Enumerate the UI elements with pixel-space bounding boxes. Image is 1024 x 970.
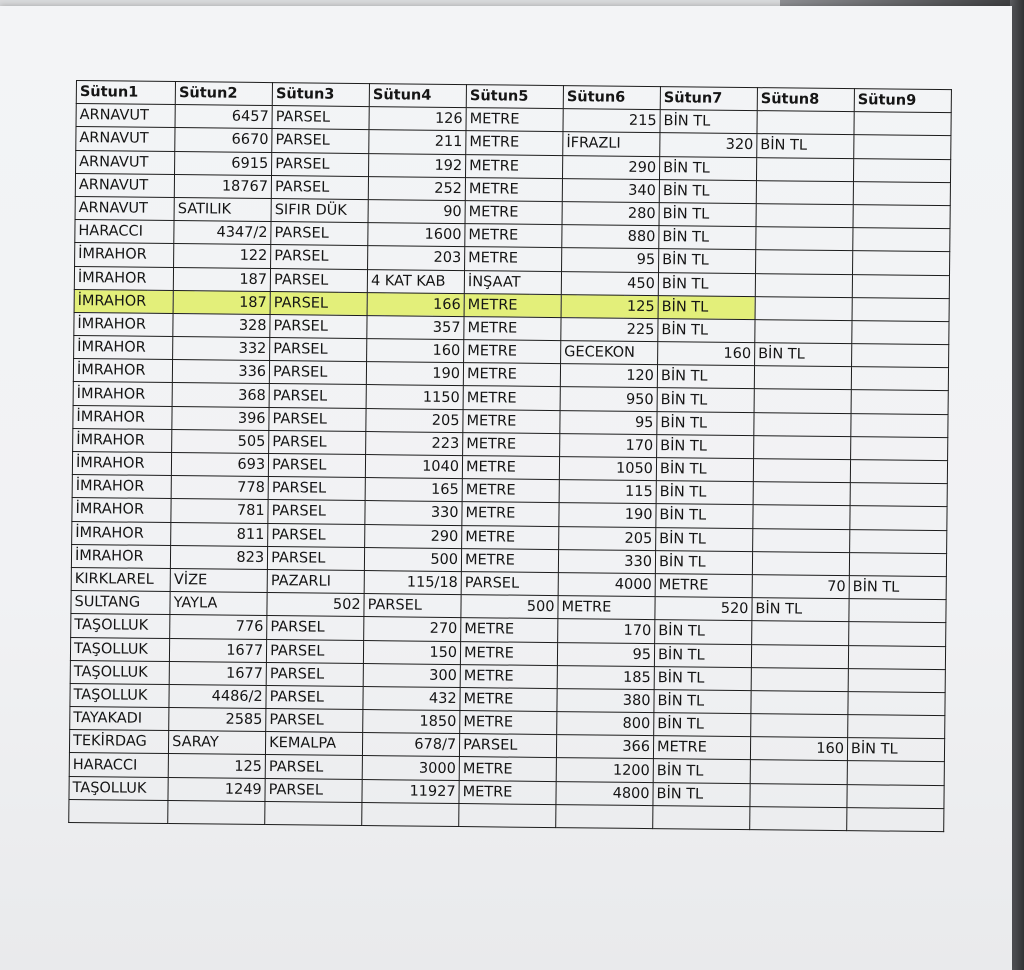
table-cell: İMRAHOR bbox=[74, 266, 173, 290]
table-cell: İMRAHOR bbox=[71, 544, 170, 568]
table-cell: 366 bbox=[556, 735, 653, 759]
column-header: Sütun2 bbox=[175, 82, 272, 106]
table-cell: İMRAHOR bbox=[74, 289, 173, 313]
column-header: Sütun5 bbox=[466, 85, 563, 109]
table-cell: BİN TL bbox=[654, 713, 751, 737]
table-cell: 252 bbox=[368, 176, 465, 200]
table-cell: İMRAHOR bbox=[72, 475, 171, 499]
table-cell: 368 bbox=[172, 383, 269, 407]
table-cell: 280 bbox=[562, 202, 659, 226]
table-cell bbox=[754, 435, 851, 459]
table-cell: PARSEL bbox=[271, 222, 368, 246]
table-cell: ARNAVUT bbox=[75, 196, 174, 220]
table-cell bbox=[849, 622, 946, 646]
table-cell: METRE bbox=[460, 664, 557, 688]
table-cell: 4486/2 bbox=[169, 684, 266, 708]
table-cell: SATILIK bbox=[174, 197, 271, 221]
table-cell: İMRAHOR bbox=[74, 336, 173, 360]
table-cell: 95 bbox=[560, 410, 657, 434]
table-cell: METRE bbox=[466, 108, 563, 132]
table-cell: BİN TL bbox=[657, 365, 754, 389]
table-cell: ARNAVUT bbox=[76, 104, 175, 128]
table-cell: YAYLA bbox=[170, 592, 267, 616]
table-cell: İMRAHOR bbox=[73, 359, 172, 383]
table-cell: BİN TL bbox=[660, 110, 757, 134]
table-cell: 357 bbox=[367, 315, 464, 339]
table-cell: 823 bbox=[171, 545, 268, 569]
table-cell bbox=[459, 803, 556, 827]
table-cell bbox=[851, 390, 948, 414]
table-cell: İMRAHOR bbox=[73, 428, 172, 452]
table-cell: 520 bbox=[655, 597, 752, 621]
table-cell bbox=[750, 806, 847, 830]
table-cell: 1050 bbox=[559, 457, 656, 481]
table-cell bbox=[852, 251, 949, 275]
table-cell: 160 bbox=[750, 737, 847, 761]
table-cell: METRE bbox=[463, 432, 560, 456]
table-cell: PARSEL bbox=[268, 500, 365, 524]
table-cell: 6457 bbox=[175, 105, 272, 129]
table-cell: PARSEL bbox=[271, 175, 368, 199]
table-cell bbox=[853, 205, 950, 229]
table-cell bbox=[851, 344, 948, 368]
table-cell: BİN TL bbox=[654, 666, 751, 690]
table-cell: 170 bbox=[558, 619, 655, 643]
table-cell: 120 bbox=[560, 364, 657, 388]
table-cell: 125 bbox=[168, 754, 265, 778]
table-cell: BİN TL bbox=[752, 598, 849, 622]
table-cell bbox=[848, 645, 945, 669]
table-cell: TAŞOLLUK bbox=[69, 776, 168, 800]
table-cell: 432 bbox=[363, 686, 460, 710]
table-cell: PARSEL bbox=[265, 778, 362, 802]
table-cell: 187 bbox=[173, 290, 270, 314]
table-cell: METRE bbox=[461, 548, 558, 572]
table-cell: İMRAHOR bbox=[75, 243, 174, 267]
table-cell bbox=[756, 157, 853, 181]
table-cell: METRE bbox=[465, 224, 562, 248]
table-cell: 678/7 bbox=[363, 733, 460, 757]
table-cell bbox=[69, 799, 168, 823]
table-cell bbox=[754, 412, 851, 436]
table-cell bbox=[755, 319, 852, 343]
table-cell: PARSEL bbox=[269, 384, 366, 408]
table-cell bbox=[753, 528, 850, 552]
table-cell: 1040 bbox=[365, 455, 462, 479]
table-cell: 187 bbox=[173, 267, 270, 291]
table-cell bbox=[752, 621, 849, 645]
table-cell: 336 bbox=[172, 360, 269, 384]
table-cell: BİN TL bbox=[755, 343, 852, 367]
table-cell: 290 bbox=[563, 155, 660, 179]
table-cell: METRE bbox=[459, 780, 556, 804]
table-cell bbox=[853, 181, 950, 205]
background-edge bbox=[1010, 0, 1024, 970]
table-cell: 150 bbox=[364, 640, 461, 664]
table-cell bbox=[853, 158, 950, 182]
table-cell: BİN TL bbox=[656, 504, 753, 528]
table-cell: 95 bbox=[557, 642, 654, 666]
table-cell: HARACCI bbox=[69, 753, 168, 777]
table-cell: 192 bbox=[369, 153, 466, 177]
table-cell bbox=[850, 460, 947, 484]
table-cell bbox=[756, 204, 853, 228]
table-cell: 205 bbox=[366, 408, 463, 432]
table-cell bbox=[851, 413, 948, 437]
table-cell: METRE bbox=[460, 687, 557, 711]
table-cell: 332 bbox=[173, 337, 270, 361]
table-cell bbox=[757, 111, 854, 135]
table-cell: PARSEL bbox=[266, 662, 363, 686]
table-cell: 160 bbox=[658, 342, 755, 366]
table-cell: BİN TL bbox=[757, 134, 854, 158]
column-header: Sütun6 bbox=[563, 86, 660, 110]
table-cell: PARSEL bbox=[272, 129, 369, 153]
table-cell: PARSEL bbox=[269, 361, 366, 385]
table-cell: BİN TL bbox=[654, 689, 751, 713]
table-cell: 223 bbox=[366, 431, 463, 455]
table-cell: PARSEL bbox=[266, 709, 363, 733]
table-cell bbox=[754, 366, 851, 390]
table-cell: METRE bbox=[464, 340, 561, 364]
table-cell: 1600 bbox=[368, 223, 465, 247]
table-cell: 320 bbox=[660, 133, 757, 157]
table-cell: 6915 bbox=[175, 151, 272, 175]
table-cell: 505 bbox=[172, 429, 269, 453]
table-cell bbox=[848, 691, 945, 715]
table-cell bbox=[847, 784, 944, 808]
table-cell: PARSEL bbox=[265, 755, 362, 779]
table-cell: İMRAHOR bbox=[72, 451, 171, 475]
table-cell: 781 bbox=[171, 499, 268, 523]
table-cell bbox=[753, 505, 850, 529]
table-cell bbox=[848, 668, 945, 692]
table-cell bbox=[755, 296, 852, 320]
column-header: Sütun9 bbox=[854, 89, 951, 113]
table-cell: PARSEL bbox=[269, 407, 366, 431]
table-cell: İMRAHOR bbox=[73, 405, 172, 429]
table-cell: 4 KAT KAB bbox=[367, 269, 464, 293]
table-cell: 215 bbox=[563, 109, 660, 133]
table-cell: 115 bbox=[559, 480, 656, 504]
table-cell: PARSEL bbox=[270, 268, 367, 292]
table-cell bbox=[850, 483, 947, 507]
table-cell bbox=[755, 273, 852, 297]
column-header: Sütun3 bbox=[272, 83, 369, 107]
table-cell: ARNAVUT bbox=[75, 173, 174, 197]
table-body bbox=[69, 104, 951, 832]
table-cell bbox=[851, 436, 948, 460]
table-cell: PARSEL bbox=[270, 338, 367, 362]
table-cell: METRE bbox=[460, 641, 557, 665]
table-cell: 693 bbox=[172, 453, 269, 477]
table-cell bbox=[756, 180, 853, 204]
table-cell: 4000 bbox=[558, 573, 655, 597]
table-cell: PARSEL bbox=[268, 546, 365, 570]
table-cell: GECEKON bbox=[561, 341, 658, 365]
table-cell: 203 bbox=[368, 246, 465, 270]
table-cell: BİN TL bbox=[657, 434, 754, 458]
table-cell: 1200 bbox=[556, 758, 653, 782]
table-cell: ARNAVUT bbox=[76, 150, 175, 174]
table-cell: 185 bbox=[557, 665, 654, 689]
table-cell bbox=[751, 667, 848, 691]
table-cell bbox=[852, 321, 949, 345]
table-cell: METRE bbox=[466, 154, 563, 178]
table-cell: 4800 bbox=[556, 781, 653, 805]
table-cell: 18767 bbox=[174, 174, 271, 198]
table-cell bbox=[850, 506, 947, 530]
table-cell: 328 bbox=[173, 313, 270, 337]
table-cell: BİN TL bbox=[654, 643, 751, 667]
table-cell bbox=[847, 807, 944, 831]
table-cell: 776 bbox=[170, 615, 267, 639]
column-header: Sütun7 bbox=[660, 87, 757, 111]
table-cell: 1850 bbox=[363, 710, 460, 734]
table-cell: 500 bbox=[364, 547, 461, 571]
table-cell: BİN TL bbox=[656, 481, 753, 505]
table-cell: PARSEL bbox=[267, 639, 364, 663]
table-cell: 122 bbox=[174, 244, 271, 268]
table-cell: 396 bbox=[172, 406, 269, 430]
table-cell: 502 bbox=[267, 593, 364, 617]
table-cell: BİN TL bbox=[659, 249, 756, 273]
table-cell: 126 bbox=[369, 107, 466, 131]
table-cell: SULTANG bbox=[71, 591, 170, 615]
table-cell bbox=[847, 761, 944, 785]
table-cell: 950 bbox=[560, 387, 657, 411]
table-cell: 205 bbox=[559, 526, 656, 550]
table-cell: SIFIR DÜK bbox=[271, 198, 368, 222]
table-cell: PARSEL bbox=[268, 454, 365, 478]
table-cell: PARSEL bbox=[461, 572, 558, 596]
table-cell: PARSEL bbox=[268, 477, 365, 501]
table-cell: SARAY bbox=[169, 731, 266, 755]
table-cell: TEKİRDAG bbox=[69, 730, 168, 754]
table-cell: METRE bbox=[462, 502, 559, 526]
table-cell: VİZE bbox=[170, 568, 267, 592]
table-cell: 211 bbox=[369, 130, 466, 154]
column-header: Sütun4 bbox=[369, 84, 466, 108]
table-cell: 880 bbox=[562, 225, 659, 249]
table-cell: PARSEL bbox=[272, 106, 369, 130]
table-cell: 90 bbox=[368, 200, 465, 224]
table-cell: 95 bbox=[562, 248, 659, 272]
table-cell: PARSEL bbox=[272, 152, 369, 176]
table-cell bbox=[849, 599, 946, 623]
table-cell bbox=[849, 552, 946, 576]
table-cell: 800 bbox=[557, 712, 654, 736]
table-cell: 4347/2 bbox=[174, 221, 271, 245]
table-cell bbox=[168, 800, 265, 824]
table-cell: 70 bbox=[752, 575, 849, 599]
table-cell: İNŞAAT bbox=[464, 270, 561, 294]
table-cell bbox=[848, 715, 945, 739]
table-cell bbox=[752, 551, 849, 575]
table-cell: 270 bbox=[364, 617, 461, 641]
table-cell: METRE bbox=[465, 247, 562, 271]
table-cell: 3000 bbox=[362, 756, 459, 780]
table-cell: METRE bbox=[464, 316, 561, 340]
table-cell: METRE bbox=[464, 293, 561, 317]
table-cell: BİN TL bbox=[655, 620, 752, 644]
table-cell: 225 bbox=[561, 317, 658, 341]
table-cell bbox=[755, 250, 852, 274]
table-cell: 1150 bbox=[366, 385, 463, 409]
table-cell: METRE bbox=[463, 386, 560, 410]
table-cell: BİN TL bbox=[656, 458, 753, 482]
table-cell: METRE bbox=[465, 201, 562, 225]
table-cell: KIRKLAREL bbox=[71, 567, 170, 591]
table-cell: BİN TL bbox=[847, 738, 944, 762]
table-cell: METRE bbox=[461, 618, 558, 642]
table-cell: İMRAHOR bbox=[72, 521, 171, 545]
table-cell: 160 bbox=[367, 339, 464, 363]
table-cell: 170 bbox=[560, 433, 657, 457]
table-cell bbox=[756, 227, 853, 251]
table-cell: 340 bbox=[562, 178, 659, 202]
table-cell: PARSEL bbox=[270, 314, 367, 338]
table-cell: 330 bbox=[365, 501, 462, 525]
table-cell bbox=[854, 112, 951, 136]
table-cell: İMRAHOR bbox=[72, 498, 171, 522]
table-cell bbox=[750, 760, 847, 784]
table-cell: BİN TL bbox=[656, 527, 753, 551]
table-cell: 300 bbox=[363, 663, 460, 687]
table-cell: 190 bbox=[559, 503, 656, 527]
table-cell: 811 bbox=[171, 522, 268, 546]
table-cell: METRE bbox=[653, 736, 750, 760]
table-cell: 1249 bbox=[168, 777, 265, 801]
table-cell: METRE bbox=[466, 131, 563, 155]
table-cell: BİN TL bbox=[653, 759, 750, 783]
show-through-text bbox=[296, 948, 536, 968]
table-cell: 330 bbox=[558, 549, 655, 573]
table-cell: 2585 bbox=[169, 708, 266, 732]
table-cell: 6670 bbox=[175, 128, 272, 152]
table-cell: BİN TL bbox=[849, 576, 946, 600]
table-cell: 380 bbox=[557, 688, 654, 712]
table-cell: METRE bbox=[460, 711, 557, 735]
table-cell: PAZARLI bbox=[267, 569, 364, 593]
table-cell bbox=[853, 228, 950, 252]
table-cell: TAŞOLLUK bbox=[70, 637, 169, 661]
table-cell: TAŞOLLUK bbox=[70, 660, 169, 684]
table-cell: 1677 bbox=[170, 638, 267, 662]
table-cell: İFRAZLI bbox=[563, 132, 660, 156]
table-cell bbox=[854, 135, 951, 159]
table-cell: ARNAVUT bbox=[76, 127, 175, 151]
table-cell bbox=[852, 274, 949, 298]
table-cell: 115/18 bbox=[364, 570, 461, 594]
spreadsheet-printout bbox=[68, 80, 952, 832]
table-cell bbox=[751, 644, 848, 668]
table-cell: 190 bbox=[366, 362, 463, 386]
table-cell: BİN TL bbox=[658, 318, 755, 342]
table-cell bbox=[362, 802, 459, 826]
table-cell: METRE bbox=[462, 456, 559, 480]
table-cell bbox=[751, 690, 848, 714]
table-cell: METRE bbox=[463, 409, 560, 433]
table-cell: PARSEL bbox=[364, 594, 461, 618]
table-cell: 11927 bbox=[362, 779, 459, 803]
table-cell: BİN TL bbox=[657, 388, 754, 412]
table-cell bbox=[753, 482, 850, 506]
column-header: Sütun8 bbox=[757, 88, 854, 112]
table-cell bbox=[754, 389, 851, 413]
table-cell: PARSEL bbox=[269, 430, 366, 454]
table-cell: 166 bbox=[367, 292, 464, 316]
table-cell: BİN TL bbox=[655, 550, 752, 574]
table-cell: 290 bbox=[365, 524, 462, 548]
table-cell: METRE bbox=[459, 757, 556, 781]
table-cell: HARACCI bbox=[75, 220, 174, 244]
table-cell bbox=[750, 783, 847, 807]
table-cell: PARSEL bbox=[267, 616, 364, 640]
table-cell: BİN TL bbox=[659, 156, 756, 180]
table-cell: METRE bbox=[463, 363, 560, 387]
table-cell: İMRAHOR bbox=[73, 382, 172, 406]
table-cell: PARSEL bbox=[268, 523, 365, 547]
table-cell: 165 bbox=[365, 478, 462, 502]
table-cell bbox=[753, 459, 850, 483]
table-cell: PARSEL bbox=[459, 734, 556, 758]
table-cell: BİN TL bbox=[658, 272, 755, 296]
table-cell: PARSEL bbox=[266, 685, 363, 709]
table-cell: BİN TL bbox=[658, 295, 755, 319]
table-cell: 1677 bbox=[169, 661, 266, 685]
table-cell: BİN TL bbox=[659, 179, 756, 203]
table-cell: METRE bbox=[655, 574, 752, 598]
table-cell: METRE bbox=[558, 596, 655, 620]
table-cell bbox=[751, 714, 848, 738]
table-cell: METRE bbox=[465, 177, 562, 201]
table-cell: BİN TL bbox=[657, 411, 754, 435]
table-cell bbox=[850, 529, 947, 553]
table-cell: METRE bbox=[462, 479, 559, 503]
table-cell: METRE bbox=[462, 525, 559, 549]
table-cell bbox=[265, 801, 362, 825]
table-cell: BİN TL bbox=[659, 203, 756, 227]
table-cell: 125 bbox=[561, 294, 658, 318]
table-cell: 778 bbox=[171, 476, 268, 500]
table-cell: BİN TL bbox=[659, 226, 756, 250]
table-cell: 450 bbox=[561, 271, 658, 295]
table-cell bbox=[556, 804, 653, 828]
table-cell: TAYAKADI bbox=[70, 707, 169, 731]
table-cell: PARSEL bbox=[270, 291, 367, 315]
table-cell: TAŞOLLUK bbox=[70, 683, 169, 707]
table-cell bbox=[851, 367, 948, 391]
table-cell: BİN TL bbox=[653, 782, 750, 806]
table-cell: İMRAHOR bbox=[74, 312, 173, 336]
table-cell: PARSEL bbox=[271, 245, 368, 269]
table-cell: TAŞOLLUK bbox=[71, 614, 170, 638]
table-cell bbox=[852, 297, 949, 321]
table-cell: 500 bbox=[461, 595, 558, 619]
column-header: Sütun1 bbox=[76, 81, 175, 105]
table-cell: KEMALPA bbox=[266, 732, 363, 756]
table-cell bbox=[653, 805, 750, 829]
